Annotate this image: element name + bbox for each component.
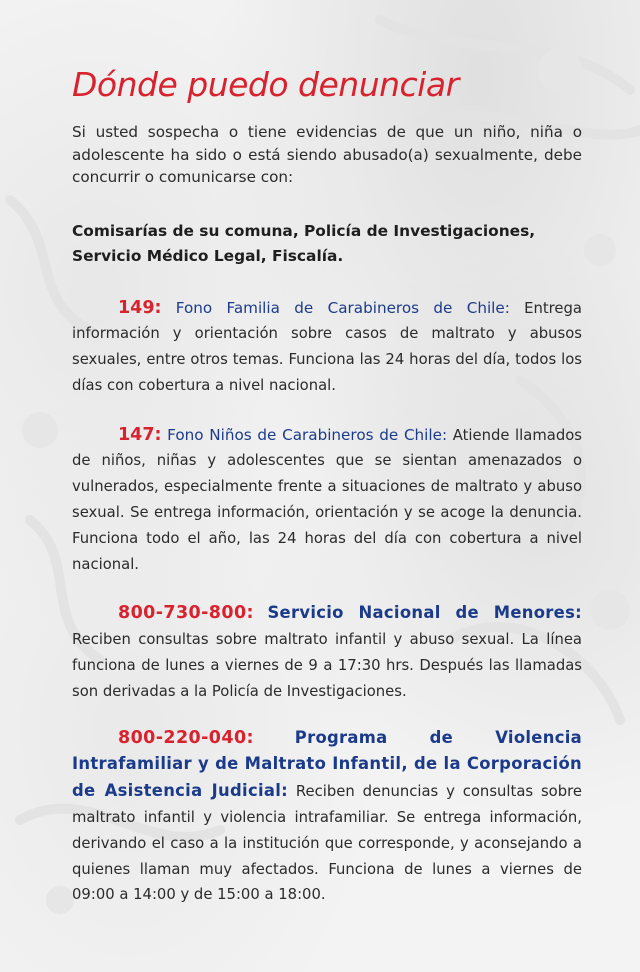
intro-paragraph: Si usted sospecha o tiene evidencias de que un niño, niña o adolescente ha sido o está siendo abusado(a) sexualmente, debe concurrir o comunicarse con: (72, 123, 582, 186)
institutions-list: Comisarías de su comuna, Policía de Investigaciones, Servicio Médico Legal, Fiscalía. (72, 221, 536, 265)
hotline-entry (72, 725, 582, 909)
page-title: Dónde puedo denunciar (72, 65, 459, 104)
hotline-description: Reciben consultas sobre maltrato infantil y abuso sexual. La línea funciona de lunes a viernes de 9 a 17:30 hrs. Después las llamadas son derivadas a la Policía de Investigaciones. (72, 631, 582, 700)
hotline-description: Atiende llamados de niños, niñas y adolescentes que se sientan amenazados o vulnerados, especialmente frente a situaciones de maltrato y abuso sexual. Se entrega información, orientación y se acoge la denuncia. Funciona todo el año, las 24 horas del día con cobertura a nivel nacional. (72, 426, 582, 573)
hotline-entry (72, 296, 582, 399)
hotline-number: 800-730-800: (118, 603, 254, 624)
hotline-entry (72, 423, 582, 578)
hotline-organization: Fono Familia de Carabineros de Chile: (175, 298, 510, 317)
hotline-organization: Programa de Violencia Intrafamiliar y de Maltrato Infantil, de la Corporación de Asistencia Judicial: (72, 727, 582, 801)
hotline-number: 147: (118, 424, 162, 445)
hotline-description: Entrega información y orientación sobre casos de maltrato y abusos sexuales, entre otros temas. Funciona las 24 horas del día, todos los días con cobertura a nivel nacional. (72, 299, 582, 394)
hotline-organization: Fono Niños de Carabineros de Chile: (167, 425, 448, 444)
hotline-description: Reciben denuncias y consultas sobre maltrato infantil y violencia intrafamiliar. Se entrega información, derivando el caso a la institución que corresponde, y aconsejando a quienes llaman muy afectados. Funciona de lunes a viernes de 09:00 a 14:00 y de 15:00 a 18:00. (72, 783, 582, 904)
main-content (72, 62, 582, 908)
hotline-entry (72, 600, 582, 704)
hotline-number: 149: (118, 297, 162, 318)
hotline-organization: Servicio Nacional de Menores: (267, 603, 582, 623)
hotline-number: 800-220-040: (118, 727, 254, 748)
